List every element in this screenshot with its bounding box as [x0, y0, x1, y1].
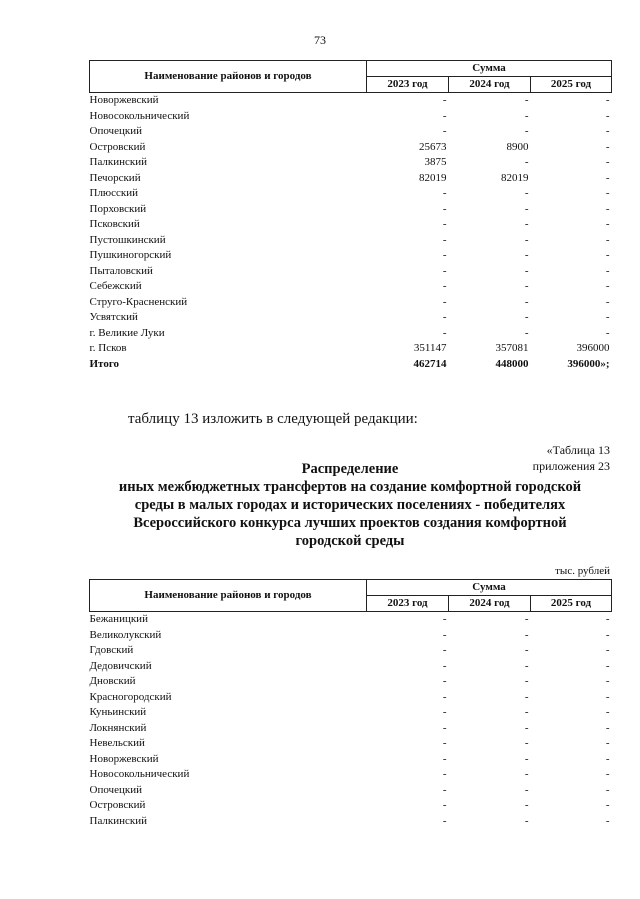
amount-cell: 3875	[424, 156, 447, 168]
table-caption-number: «Таблица 13	[546, 443, 610, 457]
amount-cell: -	[605, 737, 610, 749]
amount-cell: -	[605, 218, 610, 230]
amount-cell: -	[605, 768, 610, 780]
amount-cell: -	[605, 814, 610, 827]
amount-cell: 351147	[413, 342, 447, 354]
district-name: Красногородский	[89, 690, 172, 703]
amount-cell: -	[605, 326, 610, 339]
district-name: Гдовский	[89, 644, 134, 656]
table-row	[90, 109, 612, 125]
column-header-2024: 2024 год	[449, 596, 531, 612]
column-header-2023: 2023 год	[367, 596, 449, 612]
table-row	[90, 233, 612, 249]
district-name: Куньинский	[89, 706, 147, 718]
amount-cell: -	[524, 737, 529, 749]
amount-cell: -	[442, 737, 447, 749]
heading-line: Распределение	[301, 461, 399, 477]
heading-line: Всероссийского конкурса лучших проектов создания комфортной	[133, 515, 567, 531]
table-row	[90, 814, 612, 830]
amount-cell: -	[605, 125, 610, 137]
district-name: Дновский	[89, 675, 136, 687]
district-name: Себежский	[89, 280, 142, 292]
amount-cell: -	[605, 109, 610, 122]
table-row	[90, 752, 612, 768]
amount-cell: -	[524, 613, 529, 625]
district-name: Пыталовский	[89, 264, 153, 277]
total-amount: 396000»;	[567, 357, 610, 370]
amount-cell: -	[605, 280, 610, 292]
district-name: Новоржевский	[89, 752, 159, 765]
amount-cell: -	[605, 187, 610, 199]
page-number: 73	[314, 33, 326, 47]
amount-cell: -	[442, 659, 447, 672]
table-row	[90, 186, 612, 202]
district-name: Плюсский	[89, 187, 139, 199]
amount-cell: -	[442, 799, 447, 811]
amount-cell: -	[442, 109, 447, 122]
district-name: Печорский	[89, 171, 141, 184]
table-row	[90, 93, 612, 109]
amount-cell: -	[442, 752, 447, 765]
column-header-2023: 2023 год	[367, 77, 449, 93]
amount-cell: -	[524, 675, 529, 687]
table-row	[90, 279, 612, 295]
amount-cell: -	[524, 644, 529, 656]
table-row	[90, 643, 612, 659]
table-row	[90, 341, 612, 357]
district-name: Островский	[89, 140, 146, 153]
amount-cell: -	[605, 659, 610, 672]
table-row	[90, 326, 612, 342]
district-name: Новосокольнический	[89, 109, 190, 122]
table-row	[90, 264, 612, 280]
amount-cell: -	[442, 187, 447, 199]
amount-cell: -	[524, 264, 529, 277]
total-label: Итого	[89, 357, 120, 370]
amount-cell: -	[524, 311, 529, 323]
table-row	[90, 690, 612, 706]
amount-cell: -	[605, 140, 610, 153]
column-header-2025: 2025 год	[531, 596, 612, 612]
table-row	[90, 295, 612, 311]
amount-cell: -	[442, 721, 447, 734]
total-row	[90, 357, 612, 373]
amount-cell: -	[605, 295, 610, 308]
district-name: Пустошкинский	[89, 233, 166, 246]
column-header-sum: Сумма	[367, 61, 612, 77]
amount-cell: -	[605, 644, 610, 656]
amount-cell: -	[524, 295, 529, 308]
amount-cell: -	[605, 171, 610, 184]
table-row	[90, 217, 612, 233]
amount-cell: -	[442, 218, 447, 230]
district-name: Локнянский	[89, 721, 147, 734]
amount-cell: -	[442, 690, 447, 703]
heading-line: среды в малых городах и исторических поселениях - победителях	[134, 497, 566, 513]
amount-cell: -	[524, 94, 529, 106]
amount-cell: -	[524, 156, 529, 168]
column-header-2024: 2024 год	[449, 77, 531, 93]
district-name: Дедовичский	[89, 659, 152, 672]
amount-cell: 8900	[506, 140, 529, 153]
amount-cell: 82019	[419, 171, 447, 184]
amount-cell: -	[524, 799, 529, 811]
amount-cell: -	[442, 644, 447, 656]
amount-cell: -	[524, 233, 529, 246]
amount-cell: -	[524, 690, 529, 703]
amount-cell: -	[605, 233, 610, 246]
budget-table-continued	[89, 60, 612, 372]
amount-cell: -	[442, 783, 447, 796]
budget-table-13	[89, 579, 612, 829]
total-amount: 462714	[413, 357, 447, 370]
amount-cell: 82019	[501, 171, 529, 184]
district-name: Усвятский	[89, 311, 138, 323]
amount-cell: 357081	[495, 342, 529, 354]
amount-cell: -	[605, 783, 610, 796]
table-row	[90, 155, 612, 171]
table-row	[90, 659, 612, 675]
amount-cell: -	[442, 675, 447, 687]
table-row	[90, 783, 612, 799]
table-row	[90, 736, 612, 752]
instruction-text: таблицу 13 изложить в следующей редакции:	[128, 411, 418, 427]
amount-cell: -	[442, 233, 447, 246]
amount-cell: -	[442, 311, 447, 323]
district-name: Палкинский	[89, 814, 148, 827]
amount-cell: -	[442, 326, 447, 339]
district-name: Островский	[89, 799, 146, 811]
amount-cell: -	[442, 249, 447, 261]
district-name: г. Псков	[89, 342, 127, 354]
amount-cell: -	[524, 628, 529, 641]
table-row	[90, 767, 612, 783]
column-header-sum: Сумма	[367, 580, 612, 596]
district-name: Новосокольнический	[89, 768, 190, 780]
units-label: тыс. рублей	[555, 565, 610, 577]
district-name: Псковский	[89, 218, 140, 230]
amount-cell: 25673	[419, 140, 447, 153]
amount-cell: -	[605, 264, 610, 277]
heading-line: городской среды	[295, 533, 405, 549]
amount-cell: -	[524, 659, 529, 672]
table-row	[90, 124, 612, 140]
amount-cell: -	[524, 752, 529, 765]
amount-cell: -	[605, 311, 610, 323]
amount-cell: -	[605, 628, 610, 641]
amount-cell: -	[524, 706, 529, 718]
table-caption-appendix: приложения 23	[532, 459, 610, 473]
table-row	[90, 310, 612, 326]
heading-line: иных межбюджетных трансфертов на создание комфортной городской	[118, 479, 582, 495]
table-row	[90, 171, 612, 187]
amount-cell: -	[442, 94, 447, 106]
amount-cell: -	[442, 295, 447, 308]
amount-cell: -	[605, 706, 610, 718]
amount-cell: 396000	[576, 342, 610, 354]
column-header-2025: 2025 год	[531, 77, 612, 93]
amount-cell: -	[605, 156, 610, 168]
amount-cell: -	[605, 675, 610, 687]
amount-cell: -	[524, 202, 529, 215]
amount-cell: -	[442, 706, 447, 718]
table-row	[90, 202, 612, 218]
amount-cell: -	[524, 814, 529, 827]
district-name: Палкинский	[89, 156, 148, 168]
amount-cell: -	[442, 628, 447, 641]
amount-cell: -	[605, 752, 610, 765]
amount-cell: -	[605, 690, 610, 703]
district-name: Невельский	[89, 737, 145, 749]
table-row	[90, 721, 612, 737]
amount-cell: -	[442, 814, 447, 827]
district-name: Опочецкий	[89, 125, 142, 137]
amount-cell: -	[442, 125, 447, 137]
amount-cell: -	[442, 280, 447, 292]
total-amount: 448000	[495, 357, 529, 370]
table-row	[90, 798, 612, 814]
column-header-name: Наименование районов и городов	[90, 580, 367, 612]
amount-cell: -	[524, 783, 529, 796]
amount-cell: -	[442, 202, 447, 215]
district-name: Порховский	[89, 202, 147, 215]
table-row	[90, 248, 612, 264]
district-name: Пушкиногорский	[89, 249, 172, 261]
amount-cell: -	[524, 326, 529, 339]
table-row	[90, 705, 612, 721]
amount-cell: -	[442, 768, 447, 780]
table-row	[90, 140, 612, 156]
district-name: Великолукский	[89, 628, 162, 641]
column-header-name: Наименование районов и городов	[90, 61, 367, 93]
amount-cell: -	[605, 799, 610, 811]
amount-cell: -	[442, 613, 447, 625]
amount-cell: -	[442, 264, 447, 277]
district-name: Бежаницкий	[89, 613, 148, 625]
amount-cell: -	[524, 218, 529, 230]
amount-cell: -	[524, 109, 529, 122]
table-row	[90, 612, 612, 628]
amount-cell: -	[605, 613, 610, 625]
amount-cell: -	[605, 202, 610, 215]
amount-cell: -	[524, 768, 529, 780]
amount-cell: -	[524, 249, 529, 261]
amount-cell: -	[524, 187, 529, 199]
amount-cell: -	[524, 721, 529, 734]
amount-cell: -	[524, 125, 529, 137]
table-row	[90, 628, 612, 644]
amount-cell: -	[524, 280, 529, 292]
district-name: Новоржевский	[89, 94, 159, 106]
amount-cell: -	[605, 249, 610, 261]
district-name: г. Великие Луки	[89, 326, 165, 339]
amount-cell: -	[605, 94, 610, 106]
document-heading	[60, 460, 640, 550]
district-name: Опочецкий	[89, 783, 142, 796]
table-row	[90, 674, 612, 690]
district-name: Струго-Красненский	[89, 295, 188, 308]
amount-cell: -	[605, 721, 610, 734]
